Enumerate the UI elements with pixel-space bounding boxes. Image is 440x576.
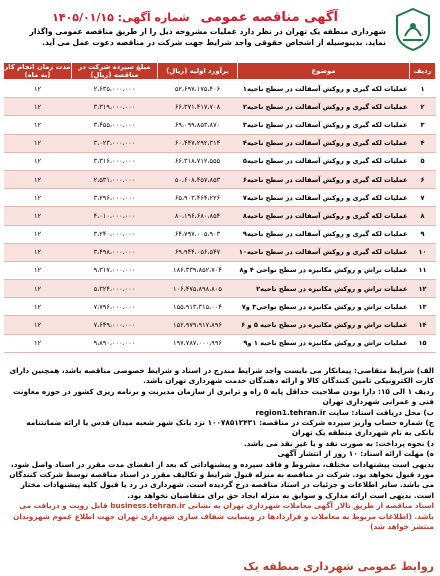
cell-estimate: ۶۹،۹۴۴،۰۵۶،۵۴۷	[158, 243, 238, 261]
cell-deposit: ۳،۳۱۶،۰۰۰،۰۰۰	[72, 152, 158, 170]
cell-subject: عملیات تراش و روکش مکانیزه در سطح ناحیه ۵ و ۶	[238, 316, 410, 334]
cell-estimate: ۸۰،۱۹۶،۶۸۰،۸۵۴	[158, 207, 238, 225]
cell-estimate: ۶۴،۷۹۷،۰۰۵،۹۰۳	[158, 225, 238, 243]
cell-deposit: ۴،۰۱۰،۰۰۰،۰۰۰	[72, 207, 158, 225]
cell-deposit: ۳،۰۲۳،۰۰۰،۰۰۰	[72, 134, 158, 152]
cell-deposit: ۳،۳۱۹،۰۰۰،۰۰۰	[72, 98, 158, 116]
cell-subject: عملیات لکه گیری و روکش آسفالت در سطح ناحیه۴	[238, 134, 410, 152]
note-paragraph: ب) محل دریافت اسناد: سایت region1.tehran.ir	[255, 407, 434, 417]
col-header-deposit: مبلغ سپرده شرکت در مناقصه (ریال)	[72, 63, 158, 80]
col-header-subject: موضوع	[238, 63, 410, 80]
cell-deposit: ۲،۶۳۵،۰۰۰،۰۰۰	[72, 80, 158, 98]
table-row	[4, 116, 436, 134]
cell-row-number: ۱۲	[410, 280, 436, 298]
cell-duration: ۱۲	[4, 316, 72, 334]
cell-subject: عملیات لکه گیری و روکش آسفالت در سطح ناحیه۱۰	[238, 243, 410, 261]
cell-row-number: ۷	[410, 189, 436, 207]
note-paragraph: د) نحوه پرداخت: به صورت نقد و یا غیر نقد می باشد.	[243, 438, 434, 448]
cell-duration: ۱۲	[4, 116, 72, 134]
footer-signature: روابط عمومی شهرداری منطقه یک	[243, 560, 434, 573]
cell-subject: عملیات تراش و روکش مکانیزه در سطح نواحی ۴ و۸	[238, 261, 410, 279]
cell-deposit: ۹،۳۱۷،۰۰۰،۰۰۰	[72, 261, 158, 279]
note-paragraph: ج) شماره حساب واریز سپرده شرکت در مناقصه: ۱۰۰۷۸۵۱۲۴۳۱ نزد بانک شهر شعبه میدان قدس یا ارائه ضمانتنامه بانکی به نام شهرداری منطقه یک تهران	[26, 418, 434, 438]
cell-subject: عملیات لکه گیری و روکش آسفالت در سطح ناحیه۵	[238, 152, 410, 170]
table-row	[4, 225, 436, 243]
cell-deposit: ۷،۶۴۹،۰۰۰،۰۰۰	[72, 316, 158, 334]
cell-subject: عملیات لکه گیری و روکش آسفالت در سطح ناحیه۷	[238, 189, 410, 207]
notes-section	[6, 366, 434, 533]
cell-row-number: ۲	[410, 98, 436, 116]
table-header-row	[4, 63, 436, 80]
cell-row-number: ۱۳	[410, 298, 436, 316]
cell-subject: عملیات لکه گیری و روکش آسفالت در سطح ناحیه۸	[238, 207, 410, 225]
intro-text: شهرداری منطقه یک تهران در نظر دارد عملیات مشروحه ذیل را از طریق مناقصه عمومی واگذار نماید. بدینوسیله از اشخاص حقوقی واجد شرایط جهت شرکت در مناقصه دعوت عمل می آید.	[29, 27, 386, 47]
cell-row-number: ۱۰	[410, 243, 436, 261]
cell-duration: ۱۲	[4, 225, 72, 243]
cell-row-number: ۴	[410, 134, 436, 152]
cell-deposit: ۲،۵۳۱،۰۰۰،۰۰۰	[72, 170, 158, 188]
table-row	[4, 80, 436, 98]
cell-deposit: ۳،۲۹۶،۰۰۰،۰۰۰	[72, 189, 158, 207]
table-row	[4, 280, 436, 298]
table-row	[4, 134, 436, 152]
cell-duration: ۱۲	[4, 189, 72, 207]
cell-estimate: ۶۶،۳۱۸،۷۱۲،۵۵۵	[158, 152, 238, 170]
table-row	[4, 207, 436, 225]
cell-duration: ۱۲	[4, 98, 72, 116]
cell-estimate: ۱۹۷،۷۸۷،۰۰۰،۹۹۶	[158, 334, 238, 352]
notice-number: شماره آگهی: ۱۴۰۵/۰۱/۱۵	[52, 11, 190, 24]
cell-duration: ۱۲	[4, 134, 72, 152]
cell-duration: ۱۲	[4, 334, 72, 352]
col-header-duration: مدت زمان انجام کار (به ماه)	[4, 63, 71, 79]
table-row	[4, 243, 436, 261]
cell-duration: ۱۲	[4, 152, 72, 170]
cell-subject: عملیات تراش و روکش مکانیزه در سطح نواحی۳ و۷	[238, 298, 410, 316]
title-row	[4, 6, 386, 24]
cell-row-number: ۱۱	[410, 261, 436, 279]
cell-row-number: ۳	[410, 116, 436, 134]
tender-table-wrap	[4, 62, 436, 366]
table-row	[4, 152, 436, 170]
notice-title: آگهی مناقصه عمومی	[200, 10, 338, 25]
cell-estimate: ۱۸۶،۳۳۹،۸۵۲،۷۰۴	[158, 261, 238, 279]
cell-duration: ۱۲	[4, 261, 72, 279]
cell-subject: عملیات لکه گیری و روکش آسفالت در سطح ناحیه۲	[238, 98, 410, 116]
table-row	[4, 170, 436, 188]
cell-deposit: ۳،۲۴۰،۰۰۰،۰۰۰	[72, 225, 158, 243]
cell-duration: ۱۲	[4, 170, 72, 188]
cell-subject: عملیات تراش و روکش مکانیزه در سطح ناحیه۲	[238, 280, 410, 298]
note-paragraph: ه) مهلت ارائه اسناد: ۱۰ روز از انتشار آگهی	[277, 449, 434, 459]
cell-subject: عملیات لکه گیری و روکش آسفالت در سطح ناحیه۳	[238, 116, 410, 134]
cell-estimate: ۱۵۲،۹۷۹،۹۱۷،۸۹۶	[158, 316, 238, 334]
municipality-logo-icon	[392, 6, 434, 52]
note-paragraph: الف) شرایط متقاضی: پیمانکار می بایست واجد شرایط مندرج در اسناد و شرایط خصوصی مناقصه باشد، همچنین دارای کارت الکترونیکی تامین کنندگان کالا و ارائه دهندگان خدمت شهرداری تهران باشد.	[9, 366, 434, 386]
col-header-estimate: برآورد اولیه (ریال)	[158, 63, 238, 80]
table-body	[4, 80, 436, 353]
cell-duration: ۱۲	[4, 298, 72, 316]
cell-row-number: ۸	[410, 207, 436, 225]
cell-row-number: ۱۴	[410, 316, 436, 334]
cell-deposit: ۷،۷۹۶،۰۰۰،۰۰۰	[72, 298, 158, 316]
cell-estimate: ۱۰۶،۴۷۵،۸۹۸،۸۰۵	[158, 280, 238, 298]
cell-duration: ۱۲	[4, 207, 72, 225]
cell-row-number: ۱۵	[410, 334, 436, 352]
cell-estimate: ۵۲،۶۹۷،۱۷۵،۴۰۶	[158, 80, 238, 98]
table-row	[4, 261, 436, 279]
table-row	[4, 298, 436, 316]
cell-estimate: ۶۹،۰۹۹،۸۵۳،۸۷۰	[158, 116, 238, 134]
table-row	[4, 98, 436, 116]
note-paragraph: ردیف ۱ الی ۱۵: دارا بودن صلاحیت حداقل پایه ۵ راه و ترابری از سازمان مدیریت و برنامه ریزی کشور در حوزه معاونت فنی و عمرانی شهرداری تهران	[13, 386, 434, 407]
cell-deposit: ۳،۴۵۵،۰۰۰،۰۰۰	[72, 116, 158, 134]
cell-subject: عملیات لکه گیری و روکش آسفالت در سطح ناحیه۱	[238, 80, 410, 98]
cell-deposit: ۳،۴۹۸،۰۰۰،۰۰۰	[72, 243, 158, 261]
cell-estimate: ۵۰،۶۰۸،۴۵۷،۸۵۳	[158, 170, 238, 188]
tender-table	[3, 62, 436, 353]
col-header-row-number: ردیف	[410, 63, 436, 80]
cell-row-number: ۹	[410, 225, 436, 243]
table-row	[4, 334, 436, 352]
cell-estimate: ۶۶،۳۷۱،۴۱۷،۷۰۸	[158, 98, 238, 116]
cell-duration: ۱۲	[4, 280, 72, 298]
cell-subject: عملیات لکه گیری و روکش آسفالت در سطح ناحیه۹	[238, 225, 410, 243]
cell-duration: ۱۲	[4, 80, 72, 98]
cell-estimate: ۶۵،۹۰۳،۴۶۴،۲۲۶	[158, 189, 238, 207]
header	[4, 4, 436, 70]
cell-row-number: ۶	[410, 170, 436, 188]
table-row	[4, 316, 436, 334]
cell-subject: عملیات لکه گیری و روکش آسفالت در سطح ناحیه۶	[238, 170, 410, 188]
table-row	[4, 189, 436, 207]
cell-row-number: ۵	[410, 152, 436, 170]
cell-subject: عملیات تراش و روکش مکانیزه در سطح ناحیه ۱ و۹	[238, 334, 410, 352]
cell-deposit: ۵،۳۲۴،۰۰۰،۰۰۰	[72, 280, 158, 298]
note-paragraph: اسناد مناقصه از طریق تالار آگهی معاملات شهرداری تهران به نشانی business.tehran.ir قابل رویت و دریافت می باشد. (اطلاعات مربوط به معاملات و قراردادها در وبسایت شفاف سازی شهرداری تهران جهت اطلاع عموم شهروندان منتشر خواهد شد)	[13, 501, 434, 532]
note-paragraph: بدیهی است پیشنهادات مختلف، مشروط و فاقد سپرده و پیشنهاداتی که بعد از انقضای مدت مقرر در اسناد واصل شود، مورد قبول نخواهد بود. شرکت در مناقصه به منزله قبول شرایط و تکالیف مقرر در اسناد مناقصه توسط شرکت کنندگان می باشد. سایر اطلاعات و جزئیات در اسناد مناقصه درج گردیده است. شهرداری در رد یا قبول کلیه پیشنهادات مختار است. بدیهی است ارائه مدارک و سوابق به منزله ایجاد حق برای متقاضیان نخواهد بود.	[9, 459, 434, 500]
cell-duration: ۱۲	[4, 243, 72, 261]
cell-row-number: ۱	[410, 80, 436, 98]
cell-deposit: ۹،۸۹۰،۰۰۰،۰۰۰	[72, 334, 158, 352]
cell-estimate: ۶۰،۴۴۷،۲۹۲،۳۱۴	[158, 134, 238, 152]
cell-estimate: ۱۵۵،۹۱۳،۳۱۵،۰۰۴	[158, 298, 238, 316]
